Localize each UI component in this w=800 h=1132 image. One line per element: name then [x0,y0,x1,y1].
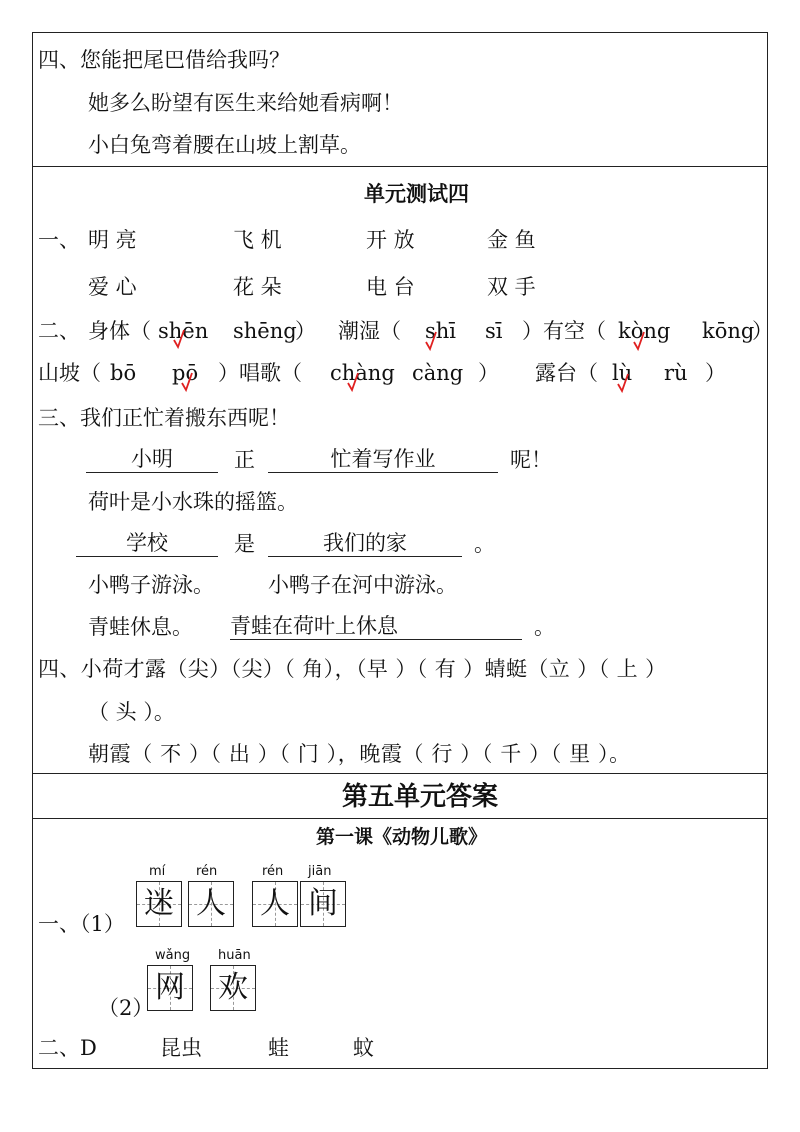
prev-q4-line2: 她多么盼望有医生来给她看病啊！ [88,91,403,115]
u5-q2-item: 昆虫 [160,1036,202,1060]
q3-fill-blank: 小明 [86,448,218,473]
q3-text: 。 [534,615,555,639]
q3-fill-blank: 忙着写作业 [268,448,498,473]
check-mark-icon [172,328,186,350]
q1-word: 爱 心 [88,275,137,299]
q3-line5a: 小鸭子游泳。 [88,573,214,597]
q1-word: 花 朵 [233,275,282,299]
q2-text: ） [752,319,773,343]
q1-label: 一、 [38,228,80,252]
divider-2 [32,773,768,774]
pinyin-label: jiān [308,864,332,879]
q4-line3: 朝霞（ 不 ）（ 出 ）（ 门 ），晚霞（ 行 ）（ 千 ）（ 里 ）。 [88,742,631,766]
q1-word: 明 亮 [88,228,137,252]
q1-word: 电 台 [366,275,415,299]
pinyin-label: rén [196,864,218,879]
q2-pinyin: rù [664,361,688,385]
pinyin-label: rén [262,864,284,879]
pinyin-label: mí [149,864,166,879]
unit5-title: 第五单元答案 [342,782,499,812]
q2-pinyin: bō [110,361,137,385]
q3-text: 呢！ [510,448,552,472]
q2-text: 山坡（ [38,361,101,385]
prev-q4-line1: 四、您能把尾巴借给我吗？ [38,48,290,72]
char-box: 间 [300,881,346,927]
q3-line5b: 小鸭子在河中游泳。 [268,573,457,597]
char-box: 网 [147,965,193,1011]
q2-text: 潮湿（ [338,319,401,343]
char-box: 迷 [136,881,182,927]
q3-fill-blank: 青蛙在荷叶上休息 [230,615,522,640]
q2-pinyin: chàng [330,361,395,385]
q3-fill-blank: 我们的家 [268,532,462,557]
prev-q4-line3: 小白兔弯着腰在山坡上割草。 [88,133,361,157]
q2-label: 二、 [38,319,80,343]
q3-line3: 荷叶是小水珠的摇篮。 [88,490,298,514]
q1-word: 双 手 [487,275,536,299]
q4-line2: （ 头 ）。 [88,700,175,724]
char-box: 人 [252,881,298,927]
q3-text: 。 [474,532,495,556]
q2-pinyin: shī [425,319,457,343]
check-mark-icon [180,371,194,393]
q2-pinyin: pō [172,361,199,385]
char-box: 人 [188,881,234,927]
u5-q1-2-label: （2） [98,996,154,1020]
q1-word: 开 放 [366,228,415,252]
q3-text: 正 [234,448,255,472]
q2-pinyin: kòng [618,319,671,343]
q2-text: 身体（ [88,319,151,343]
pinyin-label: wǎng [155,948,191,963]
char-box: 欢 [210,965,256,1011]
q2-text: ）有空（ [522,319,606,343]
u5-q1-label: 一、（1） [38,912,125,936]
divider-3 [32,818,768,819]
q2-text: ） [705,361,726,385]
check-mark-icon [424,330,438,352]
divider-1 [32,166,768,167]
q2-text: ）唱歌（ [218,361,302,385]
q1-word: 金 鱼 [487,228,536,252]
q2-text: ） [478,361,499,385]
u5-q2-label: 二、D [38,1036,97,1060]
u5-q2-item: 蛙 [268,1036,289,1060]
q2-pinyin: lù [612,361,633,385]
q2-text: ） [295,319,316,343]
q3-text: 是 [234,532,255,556]
check-mark-icon [616,372,630,394]
q3-fill-blank: 学校 [76,532,218,557]
q2-pinyin: shēng [233,319,297,343]
q3-line1: 三、我们正忙着搬东西呢！ [38,406,290,430]
q2-pinyin: kōng [702,319,755,343]
pinyin-label: huān [218,948,251,963]
q2-text: 露台（ [535,361,598,385]
q2-pinyin: càng [412,361,464,385]
check-mark-icon [346,371,360,393]
lesson-title: 第一课《动物儿歌》 [316,826,488,848]
q3-line6a: 青蛙休息。 [88,615,193,639]
unit4-title: 单元测试四 [364,182,469,206]
q1-word: 飞 机 [233,228,282,252]
u5-q2-item: 蚊 [353,1036,374,1060]
q4-line1: 四、小荷才露（尖）（尖）（ 角），（早 ）（ 有 ）蜻蜓（立 ）（ 上 ） [38,657,667,681]
check-mark-icon [632,330,646,352]
q2-pinyin: sī [485,319,503,343]
q2-pinyin: shēn [158,319,209,343]
